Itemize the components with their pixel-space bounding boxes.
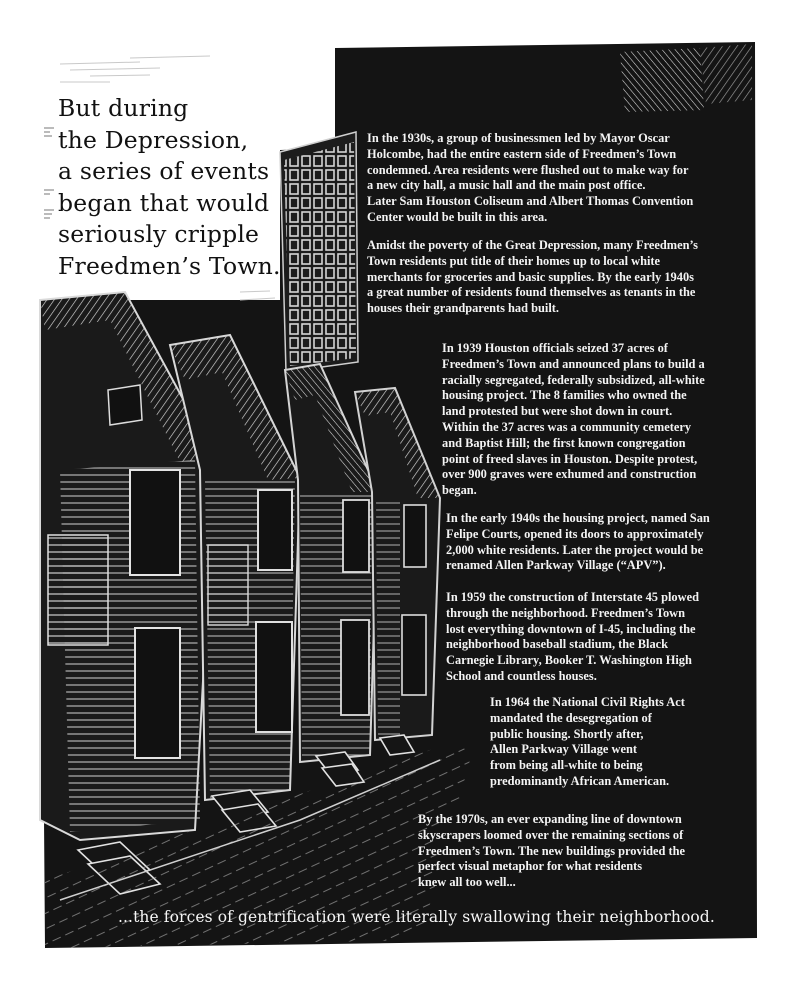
- text-line: mandated the desegregation of: [490, 710, 652, 725]
- text-line: In 1959 the construction of Interstate 45 plowed: [446, 590, 699, 604]
- closing-line: ...the forces of gentrification were literally swallowing their neighborhood.: [118, 908, 715, 926]
- paragraph-1940s: [446, 511, 710, 574]
- text-line: By the 1970s, an ever expanding line of downtown: [418, 812, 682, 826]
- text-line: racially segregated, federally subsidized, all-white: [442, 372, 705, 387]
- headline: [58, 93, 318, 282]
- text-line: Later Sam Houston Coliseum and Albert Thomas Convention: [367, 194, 694, 209]
- text-line: condemned. Area residents were flushed out to make way for: [367, 162, 689, 177]
- text-line: neighborhood baseball stadium, the Black: [446, 637, 669, 652]
- paragraph-1964: [490, 695, 685, 790]
- text-line: Within the 37 acres was a community cemetery: [442, 419, 692, 434]
- text-line: merchants for groceries and basic supplies. By the early 1940s: [367, 269, 694, 284]
- text-line: In 1964 the National Civil Rights Act: [490, 695, 685, 709]
- text-line: renamed Allen Parkway Village (“APV”).: [446, 558, 666, 573]
- headline-line: the Depression,: [58, 125, 249, 154]
- text-line: began.: [442, 483, 477, 498]
- text-line: In 1939 Houston officials seized 37 acres of: [442, 341, 668, 355]
- text-line: a new city hall, a music hall and the main post office.: [367, 178, 646, 193]
- headline-line: a series of events: [58, 157, 270, 185]
- text-line: perfect visual metaphor for what residents: [418, 859, 643, 874]
- headline-line: began that would: [58, 188, 270, 217]
- text-line: Amidst the poverty of the Great Depression, many Freedmen’s: [367, 238, 698, 252]
- text-line: In the early 1940s the housing project, named San: [446, 511, 710, 525]
- text-line: and Baptist Hill; the first known congregation: [442, 435, 686, 450]
- text-line: Freedmen’s Town. The new buildings provided the: [418, 843, 686, 858]
- text-line: predominantly African American.: [490, 773, 670, 788]
- text-line: housing project. The 8 families who owned the: [442, 388, 687, 403]
- headline-line: Freedmen’s Town.: [58, 251, 281, 280]
- paragraph-1959: [446, 590, 699, 685]
- text-line: land protested but were shot down in court.: [442, 404, 673, 419]
- text-line: Freedmen’s Town and announced plans to build a: [442, 356, 705, 371]
- paragraph-1939: [442, 341, 705, 499]
- text-line: Carnegie Library, Booker T. Washington High: [446, 653, 692, 668]
- paragraph-1970s: [418, 812, 685, 891]
- text-line: Town residents put title of their homes up to local white: [367, 253, 661, 268]
- text-line: houses their grandparents had built.: [367, 301, 559, 316]
- text-line: Allen Parkway Village went: [490, 742, 637, 757]
- text-line: skyscrapers loomed over the remaining sections of: [418, 827, 684, 842]
- text-line: In the 1930s, a group of businessmen led by Mayor Oscar: [367, 131, 670, 145]
- text-line: public housing. Shortly after,: [490, 726, 644, 741]
- text-line: knew all too well...: [418, 875, 516, 890]
- text-line: 2,000 white residents. Later the project would be: [446, 542, 704, 557]
- text-line: Holcombe, had the entire eastern side of Freedmen’s Town: [367, 146, 677, 161]
- margin-ticks: [44, 128, 54, 218]
- text-line: point of freed slaves in Houston. Despite protest,: [442, 451, 698, 466]
- text-line: a great number of residents found themselves as tenants in the: [367, 285, 696, 300]
- text-line: Felipe Courts, opened its doors to approximately: [446, 526, 704, 541]
- text-line: lost everything downtown of I-45, including the: [446, 621, 696, 636]
- text-line: through the neighborhood. Freedmen’s Town: [446, 605, 686, 620]
- headline-line: seriously cripple: [58, 220, 260, 248]
- text-line: School and countless houses.: [446, 668, 597, 683]
- text-line: Center would be built in this area.: [367, 209, 548, 224]
- text-line: from being all-white to being: [490, 758, 643, 773]
- text-line: over 900 graves were exhumed and construction: [442, 467, 697, 482]
- paragraph-1930s: [367, 131, 693, 226]
- paragraph-depression: [367, 238, 698, 317]
- headline-line: But during: [58, 94, 189, 122]
